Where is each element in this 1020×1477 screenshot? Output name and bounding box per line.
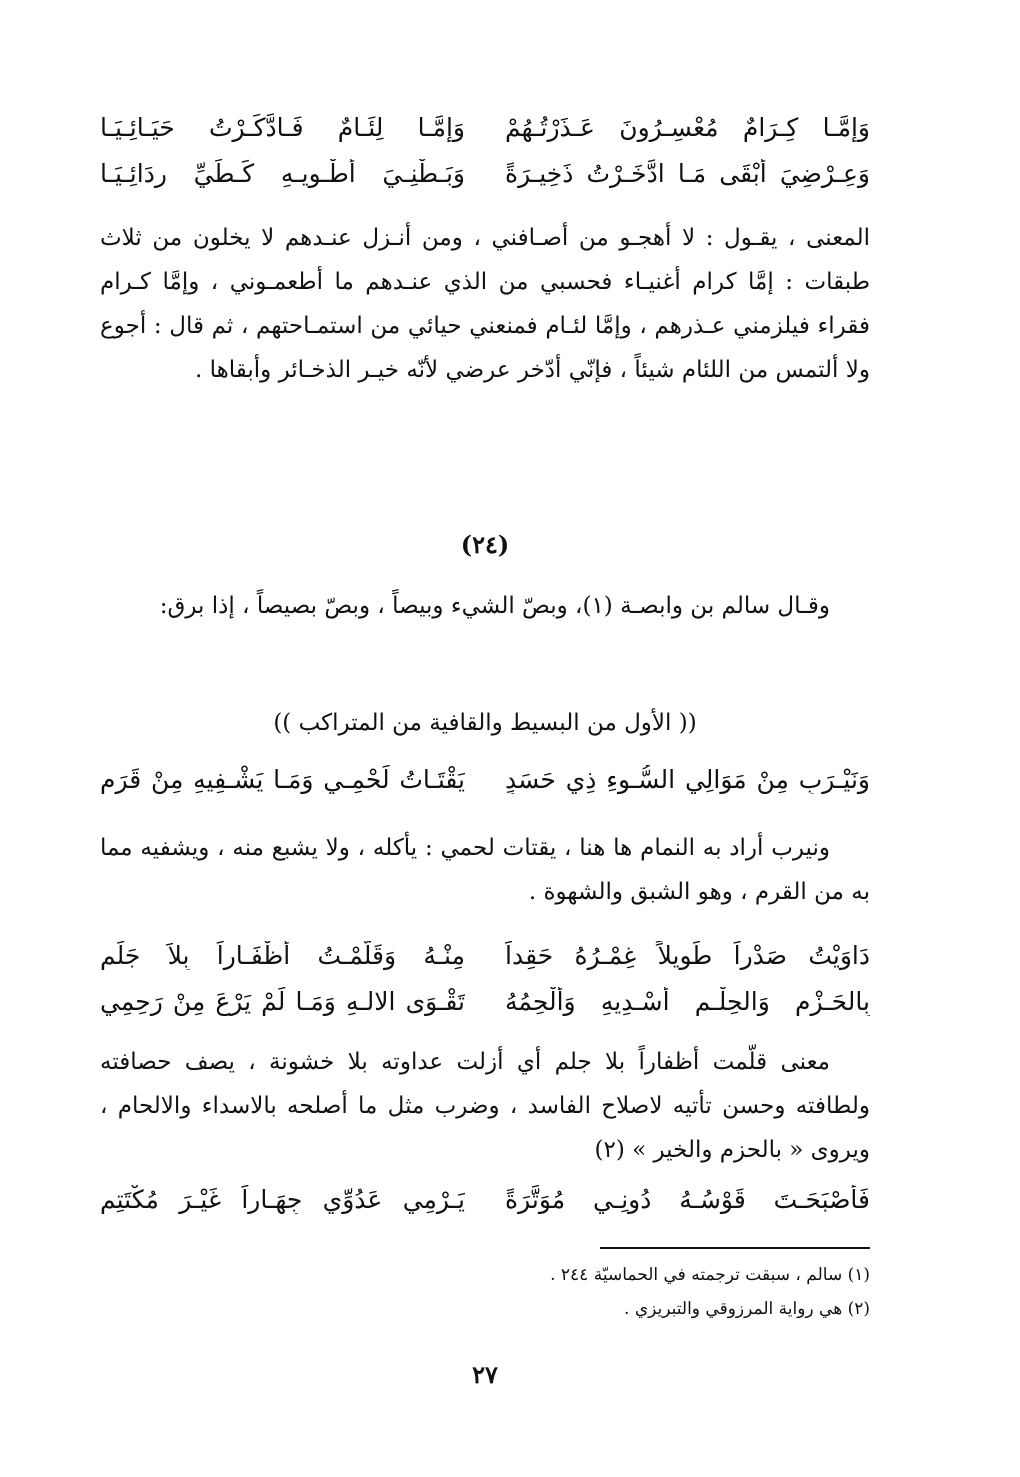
couplet [100,756,870,802]
intro-text: وقـال سالم بن وابصـة (١)، وبصّ الشيء وبيصاً ، وبصّ بصيصاً ، إذا برق: [159,593,830,619]
hemistich-left: يَقْتَـاتُ لَحْمِـي وَمَـا يَشْـفِيهِ مِنْ قَرَمِ [100,764,465,794]
couplet [100,150,870,196]
hemistich-left: مِنْـهُ وَقَلَّمْـتُ أَظْفَـاراً بِلاَ جَلَمِ [100,940,465,970]
couplet [100,104,870,150]
footnote-rule [600,1247,870,1249]
meter-heading: (( الأول من البسيط والقافية من المتراكب )) [273,710,697,736]
commentary-text: معنى قلّمت أظفاراً بلا جلم أي أزلت عداوته بلا خشونة ، يصف حصافته ولطافته وحسن تأتيه لاصلاح الفاسد ، وضرب مثل ما أصلحه بالاسداء والالحام ، ويروى « بالحزم والخير » (٢) [100,1049,870,1163]
footnotes [100,1258,870,1326]
commentary-text: ونيرب أراد به النمام ها هنا ، يقتات لحمي : يأكله ، ولا يشبع منه ، ويشفيه مما به من القرم ، وهو الشبق والشهوة . [100,835,870,905]
hemistich-right: وَعِـرْضِيَ أَبْقَى مَـا ادَّخَـرْتُ ذَخِيـرَةً [505,158,870,188]
book-page [100,0,870,1477]
section-number: (٢٤) [460,530,510,559]
poem-middle [100,932,870,1024]
commentary-paragraph [100,1040,870,1172]
footnote-1: (١) سالم ، سبقت ترجمته في الحماسيّة ٢٤٤ . [550,1265,870,1285]
footnote-2: (٢) هي رواية المرزوقي والتبريزي . [624,1299,870,1319]
hemistich-left: تَقْـوَى الالـهِ وَمَـا لَمْ يَرْعَ مِنْ رَحِمِي [100,986,465,1016]
couplet [100,932,870,978]
hemistich-right: دَاوَيْتُ صَدْراً طَوِيلاً غِمْـرُهُ حَقِداً [505,940,870,970]
poem-couplet-last [100,1176,870,1222]
couplet [100,1176,870,1222]
hemistich-left: وَإِمَّـا لِئَـامٌ فَـادَّكَـرْتُ حَيَـائِـيَـا [100,112,465,142]
hemistich-left: وَبَـطْنِـيَ أَطْـوِيـهِ كَـطَيِّ رِدَائِـيَـا [100,158,465,188]
commentary-text: المعنى ، يقـول : لا أهجـو من أصـافني ، ومن أنـزل عنـدهم لا يخلون من ثلاث طبقات : إمَّا كرام أغنيـاء فحسبي من الذي عنـدهم ما أطعمـوني ، وإمَّا كـرام فقراء فيلزمني عـذرهم ، وإمَّا لئـام فمنعني حيائي من استمـاحتهم ، ثم قال : أجوع ولا ألتمس من اللئام شيئاً ، فإنّي أدّخر عرضي لأنّه خيـر الذخـائر وأبقاها . [100,225,870,383]
hemistich-left: يَـرْمِي عَدُوِّي جِهَـاراً غَيْـرَ مُكْتَتِمِ [100,1184,465,1214]
commentary-paragraph [100,826,870,914]
hemistich-right: فَأَصْبَحَـتَ قَوْسُـهُ دُونِـي مُوَتَّرَةً [505,1184,870,1214]
hemistich-right: وَنَيْـرَبٍ مِنْ مَوَالِي السُّـوءِ ذِي حَسَدٍ [505,764,870,794]
page-number: ٢٧ [472,1360,498,1389]
commentary-paragraph [100,216,870,392]
couplet [100,978,870,1024]
poem-top [100,104,870,196]
hemistich-right: بِالحَـزْمِ وَالحِلْـمِ أُسْـدِيهِ وَأُلْحِمُهُ [505,986,870,1016]
hemistich-right: وَإِمَّـا كِـرَامٌ مُعْسِـرُونَ عَـذَرْتُـهُمْ [505,112,870,142]
intro-paragraph [100,584,870,628]
poem-couplet-1 [100,756,870,802]
